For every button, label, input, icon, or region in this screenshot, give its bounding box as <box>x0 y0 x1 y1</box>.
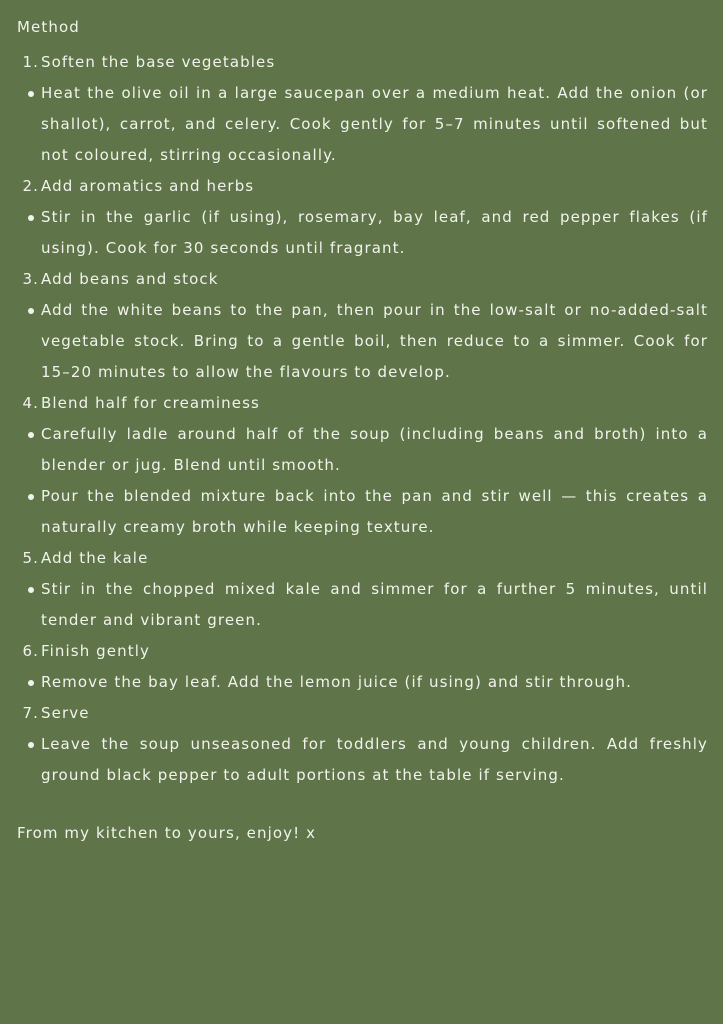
method-steps-list <box>0 47 723 791</box>
step-5-bullet-1 <box>0 574 723 636</box>
step-4-bullet-2 <box>0 481 723 543</box>
bullet-dot-icon <box>28 308 34 314</box>
sign-off-text: From my kitchen to yours, enjoy! x <box>17 824 317 842</box>
step-4-title-row <box>0 388 723 419</box>
step-number: 2. <box>22 177 39 195</box>
step-title: Finish gently <box>41 642 150 660</box>
step-number: 4. <box>22 394 39 412</box>
bullet-dot-icon <box>28 587 34 593</box>
bullet-text: Remove the bay leaf. Add the lemon juice (if using) and stir through. <box>41 673 633 691</box>
bullet-text: Leave the soup unseasoned for toddlers and young children. Add freshly ground black pepper to adult portions at the table if serving. <box>41 735 708 784</box>
step-5-title-row <box>0 543 723 574</box>
step-2-title-row <box>0 171 723 202</box>
step-2-bullet-1 <box>0 202 723 264</box>
step-title: Soften the base vegetables <box>41 53 276 71</box>
step-number: 7. <box>22 704 39 722</box>
bullet-text: Carefully ladle around half of the soup (including beans and broth) into a blender or jug. Blend until smooth. <box>41 425 708 474</box>
bullet-dot-icon <box>28 494 34 500</box>
step-number: 5. <box>22 549 39 567</box>
bullet-text: Stir in the chopped mixed kale and simmer for a further 5 minutes, until tender and vibrant green. <box>41 580 708 629</box>
bullet-dot-icon <box>28 91 34 97</box>
step-number: 6. <box>22 642 39 660</box>
bullet-dot-icon <box>28 432 34 438</box>
method-heading: Method <box>17 18 80 36</box>
step-number: 3. <box>22 270 39 288</box>
step-1-bullet-1 <box>0 78 723 171</box>
step-4-bullet-1 <box>0 419 723 481</box>
bullet-text: Stir in the garlic (if using), rosemary, bay leaf, and red pepper flakes (if using). Cook for 30 seconds until fragrant. <box>41 208 708 257</box>
step-3-title-row <box>0 264 723 295</box>
step-title: Serve <box>41 704 90 722</box>
step-title: Add aromatics and herbs <box>41 177 255 195</box>
step-7-title-row <box>0 698 723 729</box>
bullet-text: Heat the olive oil in a large saucepan over a medium heat. Add the onion (or shallot), carrot, and celery. Cook gently for 5–7 minutes until softened but not coloured, stirring occasionally. <box>41 84 708 164</box>
step-title: Blend half for creaminess <box>41 394 260 412</box>
step-3-bullet-1 <box>0 295 723 388</box>
bullet-dot-icon <box>28 215 34 221</box>
bullet-dot-icon <box>28 742 34 748</box>
step-6-title-row <box>0 636 723 667</box>
bullet-dot-icon <box>28 680 34 686</box>
step-number: 1. <box>22 53 39 71</box>
step-title: Add the kale <box>41 549 149 567</box>
step-1-title-row <box>0 47 723 78</box>
bullet-text: Pour the blended mixture back into the pan and stir well — this creates a naturally creamy broth while keeping texture. <box>41 487 708 536</box>
step-title: Add beans and stock <box>41 270 219 288</box>
bullet-text: Add the white beans to the pan, then pour in the low-salt or no-added-salt vegetable stock. Bring to a gentle boil, then reduce to a simmer. Cook for 15–20 minutes to allow the flavours to develop. <box>41 301 708 381</box>
step-7-bullet-1 <box>0 729 723 791</box>
step-6-bullet-1 <box>0 667 723 698</box>
